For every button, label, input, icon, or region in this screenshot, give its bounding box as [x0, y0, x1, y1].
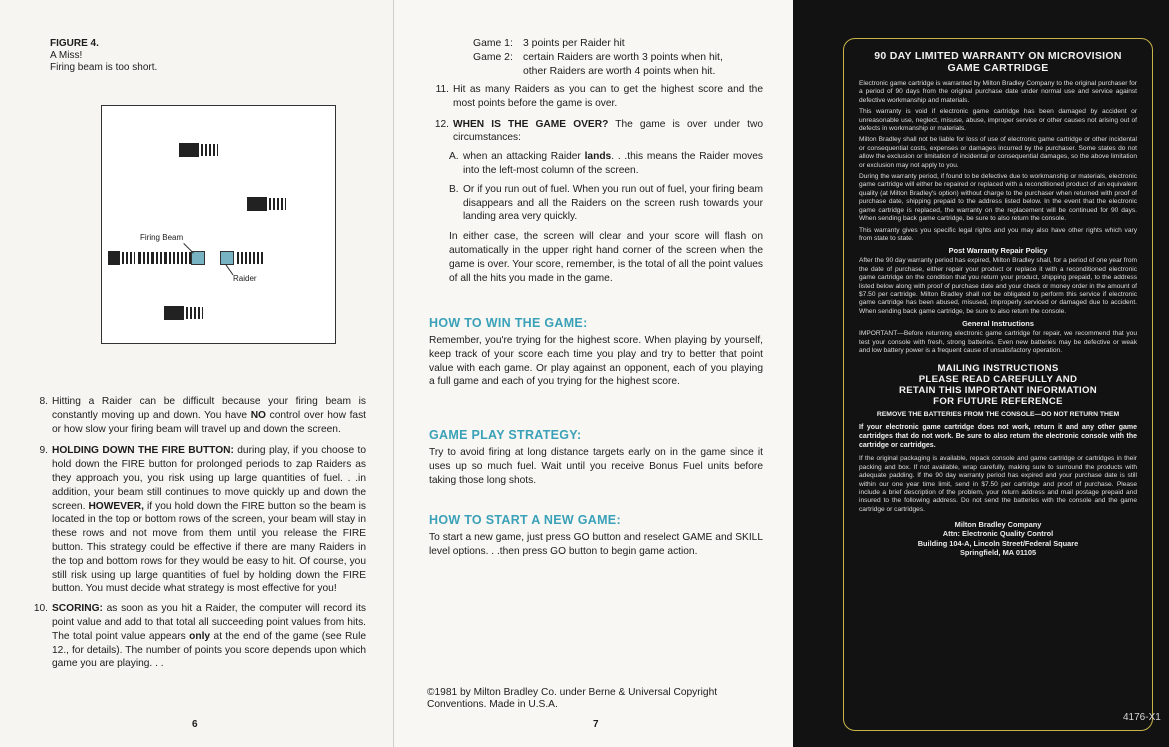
warranty-title	[844, 50, 1152, 74]
game-2-text	[523, 51, 723, 79]
rule-8	[30, 395, 366, 436]
rule-number: 12.	[434, 118, 449, 130]
page-6	[0, 0, 393, 747]
copyright-notice	[427, 687, 717, 711]
sub-text: Or if you run out of fuel. When you run out of fuel, your firing beam disappears and all the Raiders on the screen rush towards your landing area very quickly.	[463, 183, 763, 223]
sub-letter: B.	[449, 183, 459, 195]
rules-list-page-7	[429, 83, 763, 285]
raider-ship-2	[247, 197, 289, 211]
return-instructions: If your electronic game cartridge does not work, return it and any other game cartridges that do not work. Be sure to also return the electronic console with the cartridge or cartridges.	[859, 424, 1137, 450]
warranty-paragraph: Electronic game cartridge is warranted by Milton Bradley Company to the original purchaser for a period of 90 days from the original purchase date under normal use and service against defective workmanship and materials.	[859, 80, 1137, 104]
new-game-text: To start a new game, just press GO button and reselect GAME and SKILL level options. . .then press GO button to begin game action.	[429, 532, 763, 557]
address-line-1: Milton Bradley Company	[954, 520, 1042, 530]
warranty-box	[843, 38, 1153, 731]
page-number-6: 6	[192, 719, 198, 730]
game-point-values	[473, 37, 723, 79]
rule-text: HOLDING DOWN THE FIRE BUTTON: during play, if you choose to hold down the FIRE button for prolonged periods to zap Raiders as they approach you, you risk using up large quantities of fuel. . .in addition, your beam still continues to move quickly up and down the screen. HOWEVER, if you hold down the FIRE button so the beam is located in the top or bottom rows of the screen, your beam will stay in these rows and not move from them until you release the FIRE button. This strategy could be effective if there are many Raiders in the top and bottom rows for they would be easy to hit. Of course, you still risk using up large quantities of fuel by holding down the FIRE button. You must decide what strategy is most effective for you!	[52, 445, 367, 595]
strategy-text: Try to avoid firing at long distance targets early on in the game since it uses up so much fuel. Wait until you receive Bonus Fuel units before taking those long shots.	[429, 447, 763, 486]
warranty-title-line-2: GAME CARTRIDGE	[947, 62, 1049, 74]
strategy-heading: GAME PLAY STRATEGY:	[429, 428, 582, 442]
new-game-heading: HOW TO START A NEW GAME:	[429, 513, 621, 527]
rule-number: 11.	[435, 84, 449, 95]
warranty-page	[793, 0, 1169, 747]
firing-beam	[108, 251, 198, 265]
address-line-2: Attn: Electronic Quality Control	[942, 529, 1054, 539]
win-text: Remember, you're trying for the highest score. When playing by yourself, keep track of your score each time you play and try to better that point value with each game. Or play against an opponent, each of you playing a full game and each of you trying for the highest score.	[429, 335, 763, 388]
address-line-4: Springfield, MA 01105	[959, 547, 1037, 557]
mailing-line-4: FOR FUTURE REFERENCE	[933, 396, 1063, 408]
copyright-line-1: ©1981 by Milton Bradley Co. under Berne & Universal Copyright	[427, 687, 718, 698]
general-heading: General Instructions	[962, 319, 1034, 329]
warranty-title-line-1: 90 DAY LIMITED WARRANTY ON MICROVISION	[874, 50, 1122, 62]
mailing-line-3: RETAIN THIS IMPORTANT INFORMATION	[898, 385, 1098, 397]
figure-caption	[50, 38, 157, 74]
address-line-3: Building 104-A, Lincoln Street/Federal Square	[917, 538, 1079, 548]
mailing-line-1: MAILING INSTRUCTIONS	[937, 363, 1059, 375]
figure-title: FIGURE 4.	[50, 38, 99, 49]
game-1-text: 3 points per Raider hit	[523, 38, 625, 49]
rule-9	[30, 444, 366, 596]
figure-diagram	[101, 105, 336, 344]
rule-12-a	[449, 150, 763, 178]
page-7	[393, 0, 793, 747]
game-over-summary: In either case, the screen will clear and your score will flash on automatically in the upper right hand corner of the screen when the game is over. Your score, remember, is the total of all the point values of all the hits you made in the game.	[449, 231, 763, 284]
raider-ship-1	[179, 143, 221, 157]
firing-beam-label: Firing Beam	[140, 233, 184, 242]
rule-text: Hitting a Raider can be difficult because your firing beam is constantly moving up and down. You have NO control over how fast or how slow your firing beam will travel up and down the screen.	[52, 396, 366, 435]
raider-ship-4	[164, 306, 206, 320]
game-2-line-1: certain Raiders are worth 3 points when hit,	[523, 52, 723, 63]
sub-letter: A.	[449, 151, 459, 163]
raider-ship-3	[237, 251, 267, 265]
mailing-instructions	[859, 363, 1137, 407]
mailing-line-2: PLEASE READ CAREFULLY AND	[918, 374, 1078, 386]
packing-instructions: If the original packaging is available, repack console and game cartridge or cartridges in their packing and box. If not available, wrap carefully, making sure to surround the products with adequate padding. If the 90 day warranty period has expired and your purchase date is still within our one year time limit, send in $7.50 per cartridge and proof of purchase. Please include a brief description of the problem, your return address and mail postage prepaid and insured to the following address. Do not send the batteries with the console and the game cartridge or cartridges.	[859, 455, 1137, 513]
game-2-line-2: other Raiders are worth 4 points when hit.	[523, 66, 716, 77]
repair-heading: Post Warranty Repair Policy	[948, 246, 1048, 256]
sub-text: when an attacking Raider lands. . .this means the Raider moves into the left-most column of the screen.	[463, 151, 763, 176]
warranty-paragraph: Milton Bradley shall not be liable for loss of use of electronic game cartridge or other incidental or consequential costs, expenses or damages incurred by the purchaser. Some states do not allow the exclusion or limitation of incidental or consequential damages, so the above limitation or exclusion may not apply to you.	[859, 136, 1137, 169]
rule-number: 8.	[39, 396, 48, 407]
page-number-7: 7	[593, 719, 599, 730]
figure-line-1: A Miss!	[50, 50, 83, 61]
rules-list-page-6	[30, 395, 366, 671]
rule-12-b	[449, 183, 763, 224]
rule-10	[30, 602, 366, 671]
game-1-row	[473, 37, 723, 51]
warranty-paragraph: This warranty gives you specific legal rights and you may also have other rights which vary from state to state.	[859, 226, 1137, 242]
rule-number: 10.	[33, 603, 48, 615]
product-code: 4176-X1	[1123, 712, 1161, 723]
rule-text: Hit as many Raiders as you can to get the highest score and the most points before the game is over.	[453, 84, 763, 109]
raider-label: Raider	[233, 274, 257, 283]
return-address	[859, 520, 1137, 557]
raider-leader	[225, 264, 233, 275]
rule-11	[429, 83, 763, 111]
general-text: IMPORTANT—Before returning electronic game cartridge for repair, we recommend that you test your console with fresh, strong batteries. Even new batteries may be defective or weak and low battery power is a frequent cause of unsatisfactory operation.	[859, 330, 1137, 354]
warranty-paragraph: This warranty is void if electronic game cartridge has been damaged by accident or unreasonable use, neglect, misuse, abuse, improper service or other causes not arising out of defects in workmanship or materials.	[859, 108, 1137, 133]
rule-12	[429, 118, 763, 146]
game-2-row	[473, 51, 723, 79]
warranty-body	[844, 80, 1152, 557]
rule-text: SCORING: as soon as you hit a Raider, the computer will record its point value and add to that total all succeeding point values from hits. The total point value appears only at the end of the game (see Rule 12., for details). The number of points you score depends upon which game you are playing. . .	[52, 603, 366, 670]
rule-text: WHEN IS THE GAME OVER? The game is over under two circumstances:	[453, 118, 763, 144]
figure-line-2: Firing beam is too short.	[50, 62, 158, 73]
game-1-label: Game 1:	[473, 38, 513, 49]
repair-text: After the 90 day warranty period has expired, Milton Bradley shall, for a period of one year from the date of purchase, either repair your product or replace it with a reconditioned electronic game cartridge on the condition that you return your product, shipping prepaid, to the address listed below along with proof of purchase date and your check or money order in the amount of $7.50 per cartridge. Milton Bradley shall not be obligated to perform this service if electronic game cartridge has been abused, misused, improperly serviced or damaged due to accident. When sending back game cartridge, be sure to also return the console.	[859, 257, 1137, 315]
warranty-paragraph: During the warranty period, if found to be defective due to workmanship or materials, electronic game cartridge will either be repaired or replaced with a reconditioned product of an equivalent quality (at Milton Bradley's option) without charge to the purchaser when returned with proof of purchase date, shipping prepaid to the address listed below. In the event that the electronic game cartridge is replaced, the warranty on the replacement will be continued for 90 days. When sending back game cartridge, be sure to also return the console.	[859, 173, 1137, 223]
remove-batteries-notice: REMOVE THE BATTERIES FROM THE CONSOLE—DO NOT RETURN THEM	[876, 411, 1120, 419]
raider-marker	[220, 251, 234, 265]
win-heading: HOW TO WIN THE GAME:	[429, 316, 588, 330]
copyright-line-2: Conventions. Made in U.S.A.	[427, 699, 558, 710]
game-2-label: Game 2:	[473, 52, 513, 63]
rule-number: 9.	[39, 445, 48, 457]
